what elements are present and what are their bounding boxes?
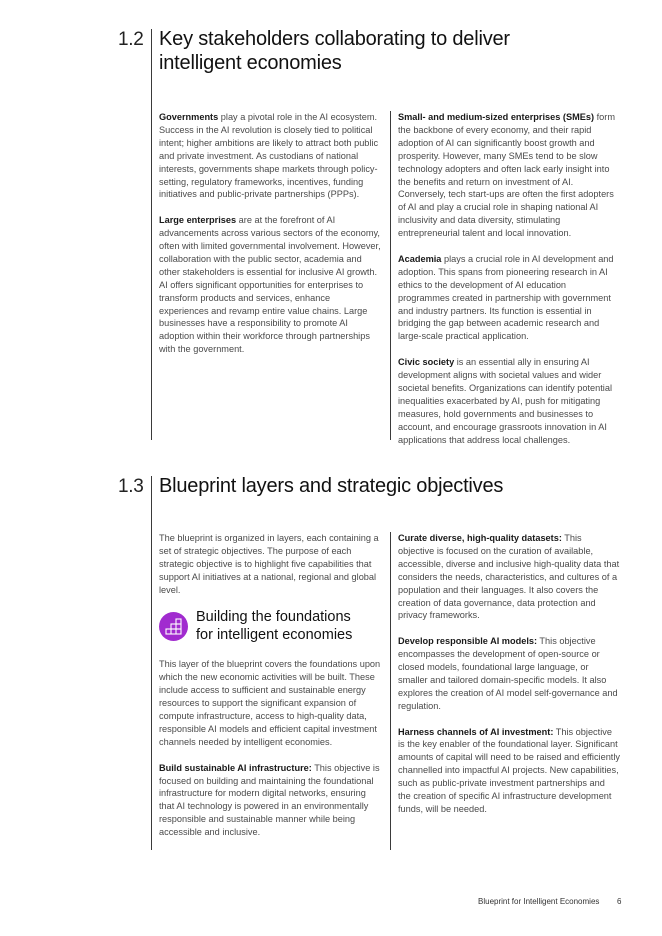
objective-text: This objective is focused on the curation of available, accessible, diverse and inclusive high-quality data that considers the needs, characteristics, and cultures of a population and their languages. It also covers the creation of data governance, data protection and privacy frameworks.: [398, 533, 620, 621]
layer-paragraph: This layer of the blueprint covers the foundations upon which the new economic activities will be built. These include access to sufficient and sustainable energy resources to support the significant expansion of compute infrastructure, access to high-quality data, responsible AI models and efficient capital investment channels needed by intelligent economies.: [159, 659, 381, 747]
section-divider: [151, 29, 152, 440]
paragraph: [398, 356, 620, 446]
paragraph-lead: Small- and medium-sized enterprises (SMEs): [398, 112, 595, 122]
paragraph-text: plays a crucial role in AI development and adoption. This spans from pioneering research in AI ethics to the development of AI education programmes created in partnership with government and industry partners. Its function is essential in bridging the gap between academic research and large-scale practical application.: [398, 253, 614, 342]
paragraph: [398, 253, 620, 343]
layer-subheading: [159, 609, 383, 644]
section-title-line: Key stakeholders collaborating to deliver: [159, 28, 510, 50]
section-title: [159, 27, 510, 75]
objective-lead: Develop responsible AI models:: [398, 636, 538, 647]
objective-paragraph: [398, 532, 620, 622]
column-divider: [390, 532, 391, 850]
paragraph-text: form the backbone of every economy, and their rapid adoption of AI can significantly boost growth and prosperity. However, many SMEs tend to be slow technology adopters and often lack early insight into the benefits and return on investment of AI. Conversely, tech start-ups are often the first adopters of AI and play a crucial role in shaping national AI inclusivity and data diversity, stimulating entrepreneurial talent and local innovation.: [398, 112, 615, 239]
section-title: Blueprint layers and strategic objectives: [159, 475, 504, 497]
objective-text: This objective is focused on building and maintaining the foundational infrastructure for modern digital networks, ensuring that AI technology is powered in an environmentally responsible and sustainable manner while being accessible and inclusive.: [159, 762, 380, 838]
paragraph-text: is an essential ally in ensuring AI development aligns with societal values and wider societal benefits. Organizations can identify potential inequalities exacerbated by AI, push for mitigating measures, hold governments and businesses to account, and encourage grassroots innovation in AI applications that address local challenges.: [398, 357, 612, 445]
objective-lead: Curate diverse, high-quality datasets:: [398, 533, 562, 543]
objective-paragraph: [159, 762, 383, 839]
layer-title: [196, 609, 352, 644]
building-blocks-icon: [159, 612, 188, 641]
paragraph-lead: Governments: [159, 112, 219, 122]
footer-page-number: 6: [617, 897, 622, 906]
footer-document-title: Blueprint for Intelligent Economies: [478, 897, 600, 906]
objective-text: This objective encompasses the development of open-source or closed models, foundational large language, or smaller and tailored domain-specific models. It also explores the creation of AI model self-governance and regulation.: [398, 636, 618, 711]
objective-lead: Build sustainable AI infrastructure:: [159, 762, 312, 773]
paragraph-text: are at the forefront of AI advancements across various sectors of the economy, often with limited governmental involvement. However, collaboration with the public sector, academia and other stakeholders is essential for inclusive AI growth. AI offers significant opportunities for enterprises to transform products and services, enhance experiences and revamp entire value chains. Large businesses have a responsibility to promote AI adoption within their workforce through partnerships with the government.: [159, 215, 381, 355]
intro-paragraph: The blueprint is organized in layers, each containing a set of strategic objectives. The purpose of each strategic objective is to highlight five capabilities that support AI initiatives at a national, regional and global level.: [159, 533, 379, 595]
paragraph: [398, 111, 620, 240]
blueprint-left-column: [159, 532, 383, 852]
section-number: 1.3: [118, 476, 144, 497]
layer-title-line: for intelligent economies: [196, 626, 353, 643]
stakeholders-right-column: [398, 111, 620, 459]
paragraph-lead: Large enterprises: [159, 215, 237, 226]
column-divider: [390, 111, 391, 440]
stakeholders-left-column: [159, 111, 381, 369]
blueprint-right-column: [398, 532, 620, 829]
objective-paragraph: [398, 726, 620, 816]
section-number: 1.2: [118, 29, 144, 50]
layer-title-line: Building the foundations: [196, 609, 351, 626]
paragraph-text: play a pivotal role in the AI ecosystem. Success in the AI revolution is closely tied to political intent; higher ambitions are likely to attract both public and private investment. As custodians of national interests, governments shape markets through policy-setting, regulatory frameworks, incentives, funding initiatives and public-private partnerships (PPPs).: [159, 112, 379, 200]
paragraph-lead: Civic society: [398, 357, 455, 368]
objective-paragraph: [398, 635, 620, 712]
objective-lead: Harness channels of AI investment:: [398, 726, 554, 737]
paragraph: [159, 111, 381, 201]
paragraph-lead: Academia: [398, 253, 442, 264]
section-title-line: intelligent economies: [159, 52, 342, 74]
objective-text: This objective is the key enabler of the foundational layer. Significant amounts of capital will need to be raised and efficiently channelled into impactful AI projects. New capabilities, such as public-private investment partnerships and the creation of specific AI infrastructure development funds, will be needed.: [398, 726, 620, 814]
paragraph: [159, 214, 381, 356]
section-divider: [151, 476, 152, 850]
